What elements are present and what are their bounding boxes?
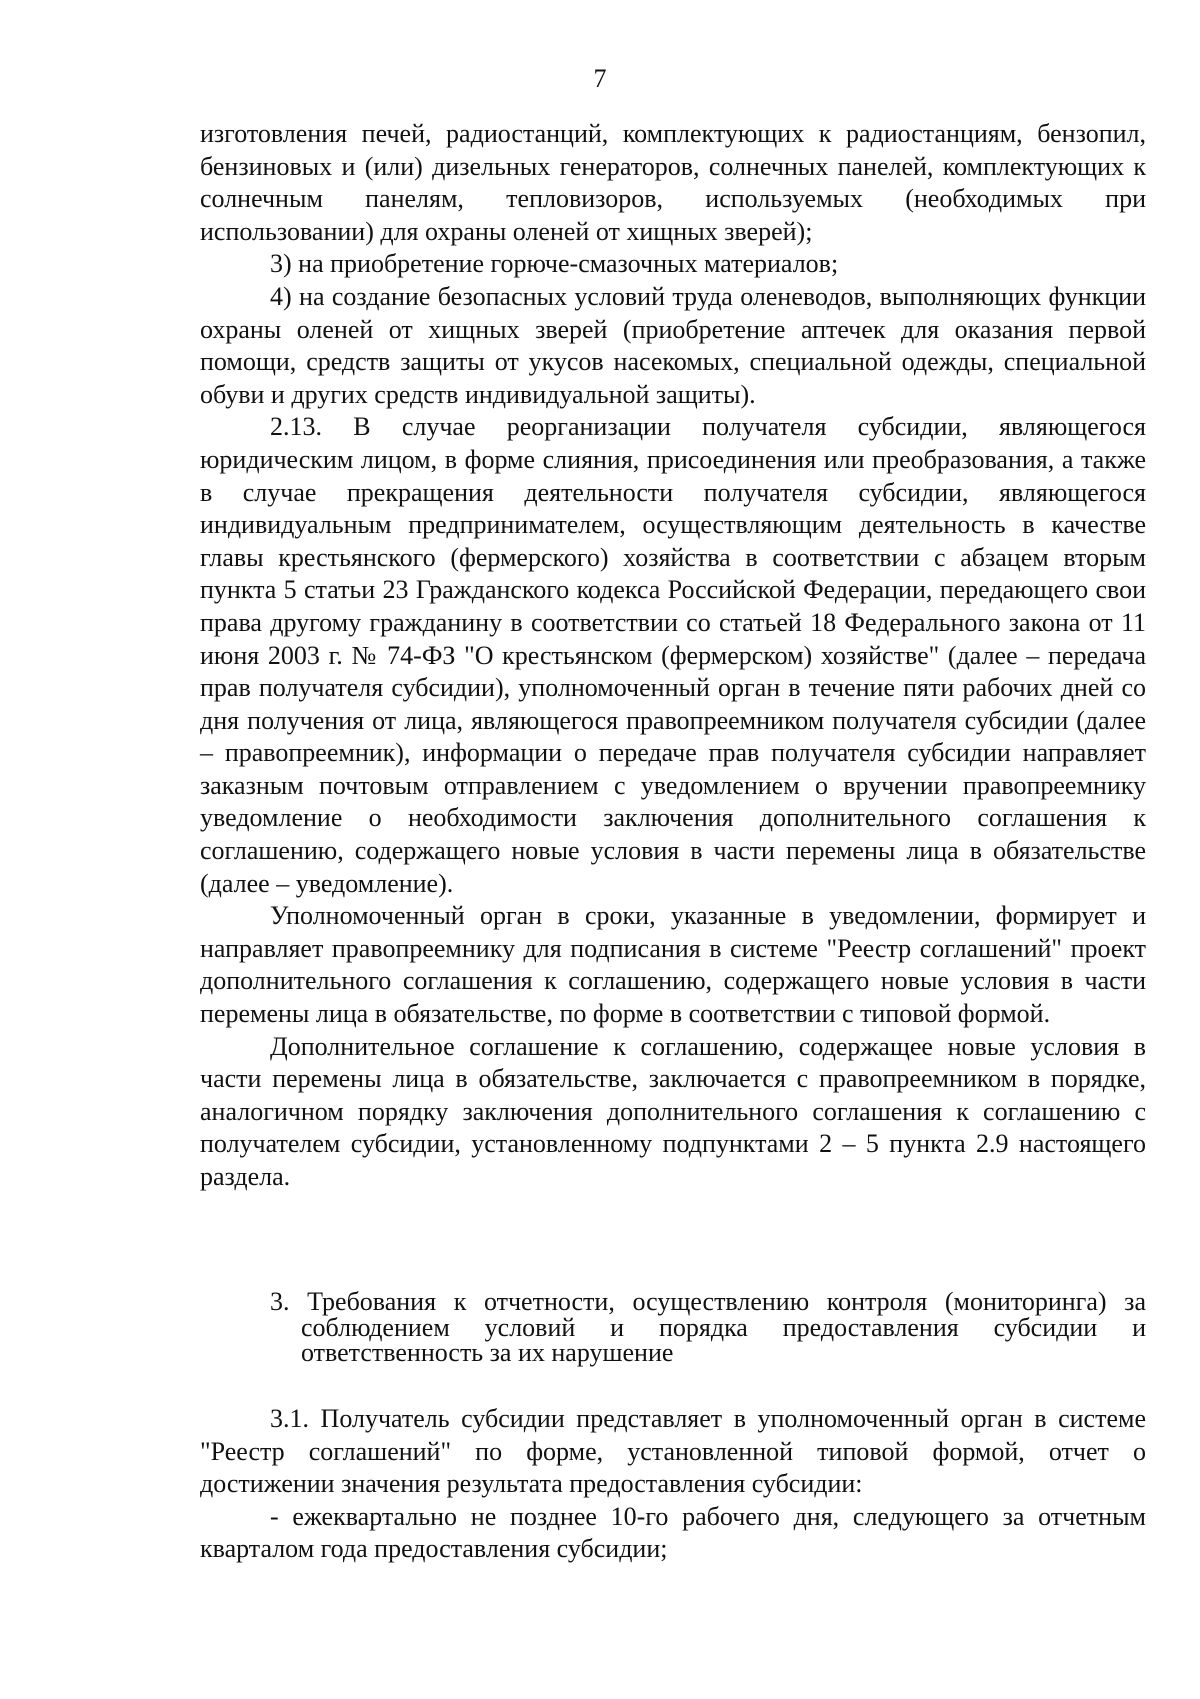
section-heading: 3. Требования к отчетности, осуществлению контроля (мониторинга) за соблюдением условий и порядка предоставления субсидии и ответственность за их нарушение — [270, 1287, 1146, 1367]
document-body — [200, 118, 1146, 1194]
paragraph-authorized-body: Уполномоченный орган в сроки, указанные в уведомлении, формирует и направляет правопреемнику для подписания в системе "Реестр соглашений" проект дополнительного соглашения к соглашению, содержащего новые условия в части перемены лица в обязательстве, по форме в соответствии с типовой формой. — [200, 901, 1146, 1029]
paragraph-list-continuation: изготовления печей, радиостанций, комплектующих к радиостанциям, бензопил, бензиновых и (или) дизельных генераторов, солнечных панелей, комплектующих к солнечным панелям, тепловизоров, используемых (необходимых при использовании) для охраны оленей от хищных зверей); — [200, 119, 1146, 246]
paragraph-2-13: 2.13. В случае реорганизации получателя субсидии, являющегося юридическим лицом, в форме слияния, присоединения или преобразования, а также в случае прекращения деятельности получателя субсидии, являющегося индивидуальным предпринимателем, осуществляющим деятельность в качестве главы крестьянского (фермерского) хозяйства в соответствии с абзацем вторым пункта 5 статьи 23 Гражданского кодекса Российской Федерации, передающего свои права другому гражданину в соответствии со статьей 18 Федерального закона от 11 июня 2003 г. № 74-ФЗ "О крестьянском (фермерском) хозяйстве" (далее – передача прав получателя субсидии), уполномоченный орган в течение пяти рабочих дней со дня получения от лица, являющегося правопреемником получателя субсидии (далее – правопреемник), информации о передаче прав получателя субсидии направляет заказным почтовым отправлением с уведомлением о вручении правопреемнику уведомление о необходимости заключения дополнительного соглашения к соглашению, содержащего новые условия в части перемены лица в обязательстве (далее – уведомление). — [200, 412, 1146, 898]
paragraph-item-4: 4) на создание безопасных условий труда оленеводов, выполняющих функции охраны оленей от хищных зверей (приобретение аптечек для оказания первой помощи, средств защиты от укусов насекомых, специальной одежды, специальной обуви и других средств индивидуальной защиты). — [200, 281, 1146, 409]
section-heading-container — [270, 1289, 1146, 1366]
document-body-continued — [200, 1403, 1146, 1566]
paragraph-additional-agreement: Дополнительное соглашение к соглашению, содержащее новые условия в части перемены лица в обязательстве, заключается с правопреемником в порядке, аналогичном порядку заключения дополнительного соглашения к соглашению с получателем субсидии, установленному подпунктами 2 – 5 пункта 2.9 настоящего раздела. — [200, 1031, 1146, 1191]
paragraph-item-3: 3) на приобретение горюче-смазочных материалов; — [270, 249, 839, 279]
paragraph-3-1: 3.1. Получатель субсидии представляет в уполномоченный орган в системе "Реестр соглашений" по форме, установленной типовой формой, отчет о достижении значения результата предоставления субсидии: — [200, 1404, 1146, 1499]
paragraph-quarterly-report: - ежеквартально не позднее 10-го рабочего дня, следующего за отчетным кварталом года предоставления субсидии; — [200, 1501, 1146, 1564]
page-number: 7 — [593, 64, 607, 93]
